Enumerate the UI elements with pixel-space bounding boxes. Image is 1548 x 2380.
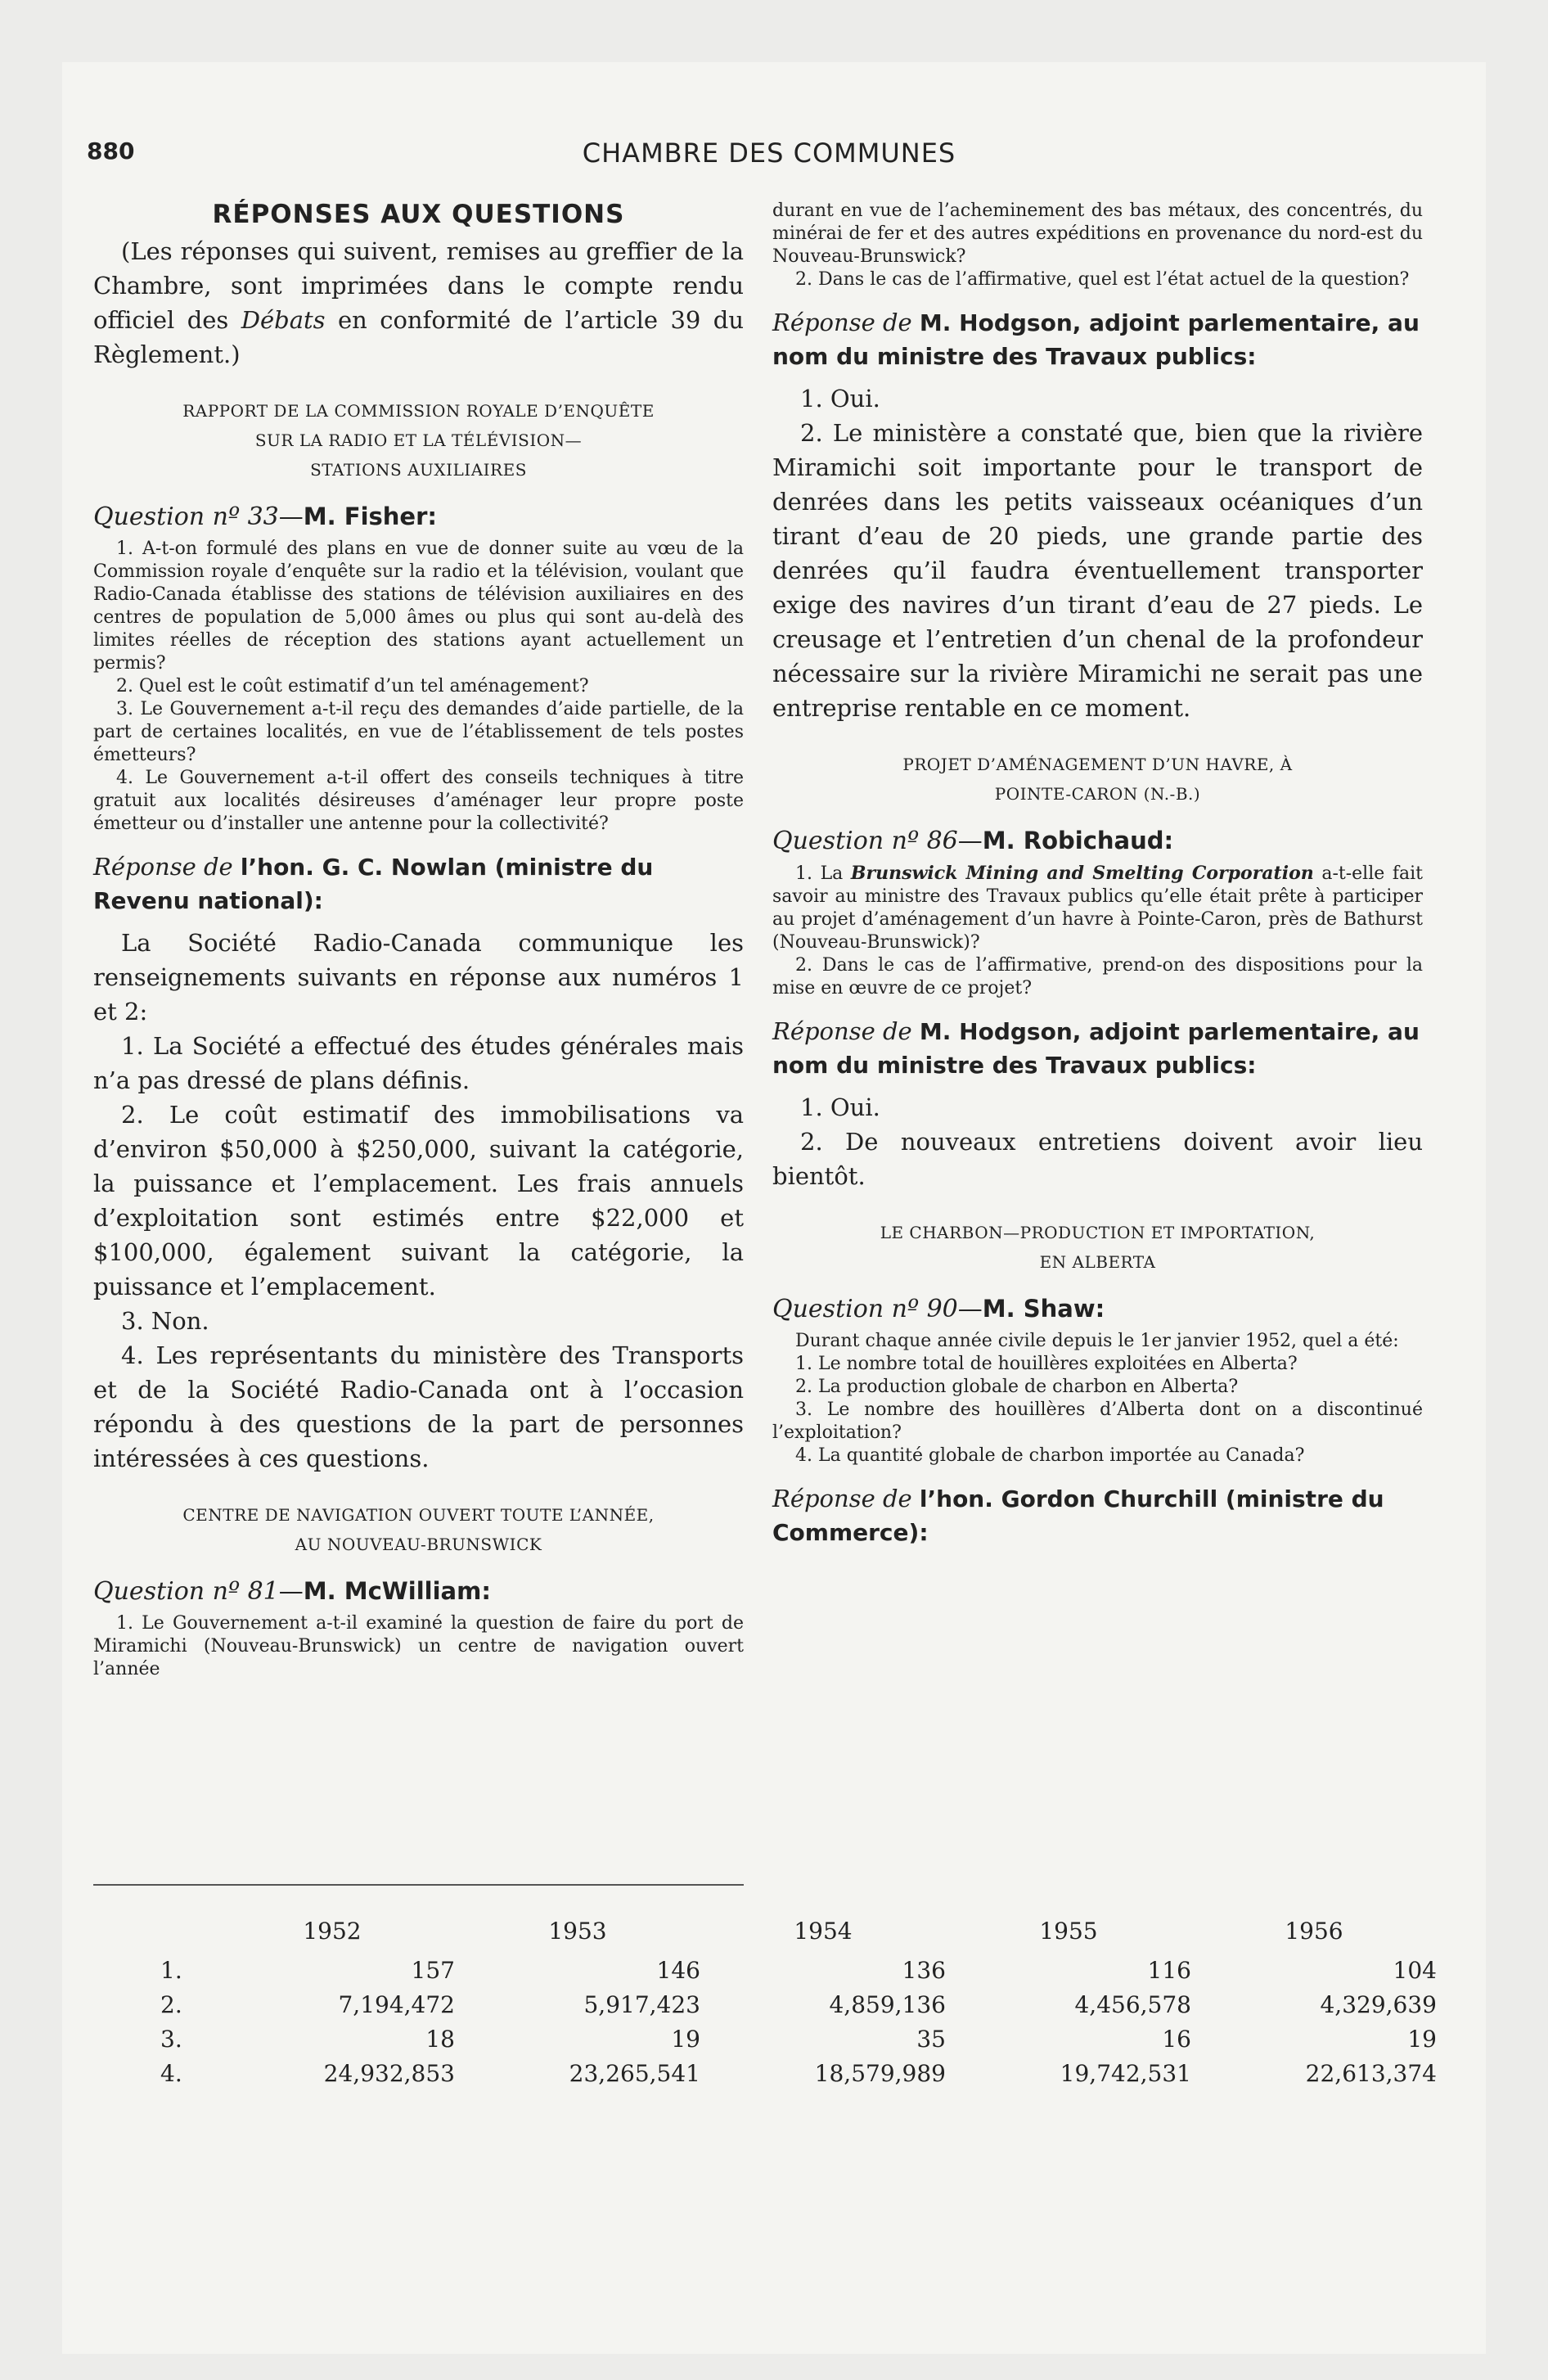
- row-label: 2.: [160, 1990, 182, 2018]
- subheading-charbon: [772, 1218, 1423, 1277]
- question-item-text: 1. La: [795, 863, 851, 884]
- reply-86-line: [772, 1015, 1423, 1082]
- table-cell: 116: [1147, 1956, 1191, 1984]
- subheading-line: AU NOUVEAU-BRUNSWICK: [295, 1535, 542, 1554]
- question-item: 2. Dans le cas de l’affirmative, quel est l’état actuel de la question?: [795, 269, 1410, 290]
- answer-paragraph: 1. Oui.: [800, 385, 880, 412]
- page: [62, 62, 1486, 2354]
- table-row: [160, 2056, 1437, 2090]
- left-column: [93, 200, 744, 1681]
- subheading-line: POINTE-CARON (N.-B.): [994, 784, 1201, 804]
- table-cell: 18,579,989: [814, 2059, 946, 2087]
- intro-text-b: en conformité de l’article 39 du Règlement.): [93, 306, 745, 368]
- table-row: [160, 1953, 1437, 1987]
- answer-paragraph: 1. Oui.: [800, 1093, 880, 1121]
- table-cell: 4,329,639: [1320, 1990, 1437, 2018]
- question-item: 1. Le nombre total de houillères exploitées en Alberta?: [795, 1354, 1298, 1374]
- question-90-line: [772, 1291, 1423, 1327]
- answer-paragraph: 1. La Société a effectué des études générales mais n’a pas dressé de plans définis.: [93, 1032, 744, 1094]
- answer-paragraph: 2. De nouveaux entretiens doivent avoir lieu bientôt.: [772, 1128, 1423, 1190]
- table-cell: 7,194,472: [338, 1990, 455, 2018]
- section-title: RÉPONSES AUX QUESTIONS: [212, 200, 625, 229]
- question-item-continued: durant en vue de l’acheminement des bas métaux, des concentrés, du minérai de fer et des autres expéditions en provenance du nord-est du Nouveau-Brunswick?: [772, 201, 1423, 267]
- table-cell: 19: [1407, 2025, 1437, 2053]
- table-cell: 136: [902, 1956, 946, 1984]
- row-label: 3.: [160, 2025, 182, 2053]
- table-cell: 19: [671, 2025, 700, 2053]
- question-speaker: M. Fisher:: [303, 503, 437, 530]
- reply-81-line: [772, 306, 1423, 373]
- table-row: [160, 2022, 1437, 2056]
- answer-paragraph: 3. Non.: [121, 1307, 209, 1335]
- intro-paragraph: [93, 234, 744, 372]
- question-item: 2. Dans le cas de l’affirmative, prend-on des dispositions pour la mise en œuvre de ce projet?: [772, 955, 1423, 998]
- subheading-line: PROJET D’AMÉNAGEMENT D’UN HAVRE, À: [902, 755, 1293, 774]
- table-cell: 22,613,374: [1305, 2059, 1437, 2087]
- page-header: [87, 137, 1451, 178]
- question-label: Question nº 86: [772, 827, 958, 855]
- intro-debats: Débats: [241, 306, 326, 334]
- right-column: [772, 200, 1423, 1557]
- table-cell: 4,456,578: [1074, 1990, 1191, 2018]
- table-cell: 4,859,136: [829, 1990, 946, 2018]
- question-sep: —: [957, 827, 983, 855]
- subheading-line: STATIONS AUXILIAIRES: [310, 460, 527, 480]
- question-item: 2. La production globale de charbon en Alberta?: [795, 1377, 1239, 1397]
- table-cell: 24,932,853: [323, 2059, 455, 2087]
- answer-paragraph: 2. Le ministère a constaté que, bien que la rivière Miramichi soit importante pour le transport de denrées dans les petits vaisseaux océaniques d’un tirant d’eau de 20 pieds, une grande partie des denrées qu’il faudra éventuellement transporter exige des navires d’un tirant d’eau de 27 pieds. Le creusage et l’entretien d’un chenal de la profondeur nécessaire sur la rivière Miramichi ne serait pas une entreprise rentable en ce moment.: [772, 419, 1423, 722]
- company-name: Brunswick Mining and Smelting Corporation: [850, 863, 1314, 884]
- question-label: Question nº 33: [93, 503, 279, 531]
- table-cell: 18: [425, 2025, 455, 2053]
- reply-label: Réponse de: [772, 309, 912, 336]
- answer-paragraph: La Société Radio-Canada communique les renseignements suivants en réponse aux numéros 1 et 2:: [93, 929, 744, 1025]
- reply-speaker: M. Hodgson, adjoint parlementaire, au nom du ministre des Travaux publics:: [772, 1018, 1420, 1079]
- question-item: [772, 862, 1423, 954]
- question-intro: Durant chaque année civile depuis le 1er janvier 1952, quel a été:: [795, 1331, 1399, 1351]
- row-label: 4.: [160, 2059, 182, 2087]
- reply-90-line: [772, 1482, 1423, 1549]
- table-cell: 157: [411, 1956, 455, 1984]
- reply-label: Réponse de: [772, 1017, 912, 1045]
- intro-text-a: (Les réponses qui suivent, remises au greffier de la Chambre, sont imprimées dans le compte rendu officiel des: [93, 237, 744, 334]
- year-header: 1955: [1039, 1917, 1098, 1945]
- coal-table: [160, 1913, 1437, 2090]
- subheading-line: CENTRE DE NAVIGATION OUVERT TOUTE L’ANNÉE,: [182, 1505, 655, 1525]
- answer-paragraph: 2. Le coût estimatif des immobilisations va d’environ $50,000 à $250,000, suivant la catégorie, la puissance et l’emplacement. Les frais annuels d’exploitation sont estimés entre $22,000 et $100,000, également suivant la catégorie, la puissance et l’emplacement.: [93, 1101, 744, 1300]
- reply-speaker: l’hon. Gordon Churchill (ministre du Commerce):: [772, 1485, 1384, 1546]
- subheading-line: EN ALBERTA: [1039, 1252, 1156, 1272]
- year-header: 1954: [794, 1917, 853, 1945]
- table-cell: 35: [916, 2025, 946, 2053]
- subheading-line: LE CHARBON—PRODUCTION ET IMPORTATION,: [880, 1223, 1316, 1242]
- question-81-line: [93, 1574, 744, 1609]
- running-title: CHAMBRE DES COMMUNES: [582, 137, 956, 169]
- question-item: 3. Le nombre des houillères d’Alberta dont on a discontinué l’exploitation?: [772, 1400, 1423, 1443]
- question-sep: —: [957, 1295, 983, 1323]
- question-speaker: M. Robichaud:: [982, 827, 1174, 854]
- question-sep: —: [278, 1577, 304, 1606]
- question-sep: —: [278, 503, 304, 531]
- table-cell: 19,742,531: [1060, 2059, 1191, 2087]
- subheading-havre: [772, 750, 1423, 809]
- reply-speaker: l’hon. G. C. Nowlan (ministre du Revenu national):: [93, 854, 654, 914]
- question-86-line: [772, 823, 1423, 859]
- row-label: 1.: [160, 1956, 182, 1984]
- question-item: 3. Le Gouvernement a-t-il reçu des demandes d’aide partielle, de la part de certaines localités, en vue de l’établissement de tels postes émetteurs?: [93, 699, 744, 765]
- question-item: 1. A-t-on formulé des plans en vue de donner suite au vœu de la Commission royale d’enquête sur la radio et la télévision, voulant que Radio-Canada établisse des stations de télévision auxiliaires en des centres de population de 5,000 âmes ou plus qui sont au-delà des limites réelles de réception des stations ayant actuellement un permis?: [93, 539, 744, 674]
- question-label: Question nº 81: [93, 1577, 279, 1606]
- question-33-line: [93, 499, 744, 534]
- question-item: 1. Le Gouvernement a-t-il examiné la question de faire du port de Miramichi (Nouveau-Brunswick) un centre de navigation ouvert l’année: [93, 1613, 744, 1679]
- question-speaker: M. McWilliam:: [303, 1577, 491, 1605]
- question-item: 2. Quel est le coût estimatif d’un tel aménagement?: [116, 676, 589, 696]
- table-cell: 104: [1393, 1956, 1437, 1984]
- reply-33-line: [93, 850, 744, 917]
- question-item-text: a-t-elle fait savoir au ministre des Travaux publics qu’elle était prête à participer au projet d’aménagement d’un havre à Pointe-Caron, près de Bathurst (Nouveau-Brunswick)?: [772, 863, 1423, 953]
- subheading-line: SUR LA RADIO ET LA TÉLÉVISION—: [254, 430, 583, 450]
- year-header: 1953: [548, 1917, 607, 1945]
- answer-paragraph: 4. Les représentants du ministère des Transports et de la Société Radio-Canada ont à l’occasion répondu à des questions de la part de personnes intéressées à ces questions.: [93, 1341, 744, 1472]
- table-row: [160, 1987, 1437, 2022]
- subheading-line: RAPPORT DE LA COMMISSION ROYALE D’ENQUÊTE: [182, 401, 655, 421]
- year-header: 1952: [303, 1917, 362, 1945]
- page-number: 880: [87, 137, 135, 165]
- subheading-navigation: [93, 1500, 744, 1559]
- table-cell: 16: [1162, 2025, 1191, 2053]
- subheading-radio-tv: [93, 396, 744, 485]
- reply-label: Réponse de: [93, 853, 233, 881]
- question-item: 4. La quantité globale de charbon importée au Canada?: [795, 1445, 1305, 1466]
- table-corner: [160, 1913, 209, 1953]
- question-label: Question nº 90: [772, 1295, 958, 1323]
- reply-speaker: M. Hodgson, adjoint parlementaire, au nom du ministre des Travaux publics:: [772, 309, 1420, 370]
- year-header: 1956: [1285, 1917, 1343, 1945]
- question-speaker: M. Shaw:: [982, 1295, 1105, 1323]
- section-rule: [93, 1884, 744, 1886]
- question-item: 4. Le Gouvernement a-t-il offert des conseils techniques à titre gratuit aux localités désireuses d’aménager leur propre poste émetteur ou d’installer une antenne pour la collectivité?: [93, 768, 744, 834]
- table-cell: 146: [656, 1956, 700, 1984]
- table-header-row: [160, 1913, 1437, 1953]
- table-cell: 5,917,423: [583, 1990, 700, 2018]
- table-cell: 23,265,541: [569, 2059, 700, 2087]
- reply-label: Réponse de: [772, 1485, 912, 1512]
